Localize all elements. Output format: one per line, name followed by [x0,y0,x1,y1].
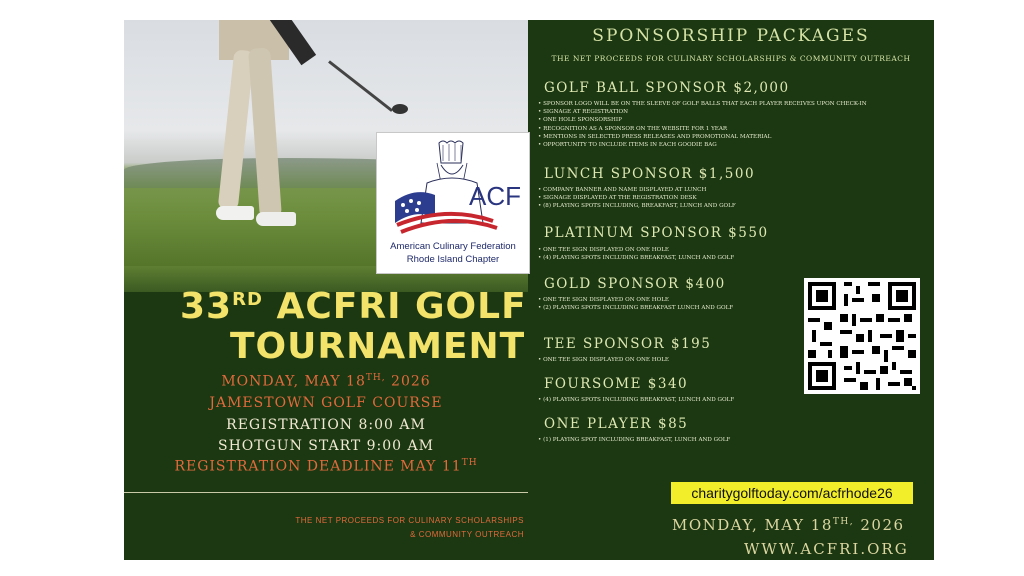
package-one-player: ONE PLAYER $85 [544,416,689,432]
divider [124,492,528,493]
acf-logo [376,132,530,274]
event-title-line2: TOURNAMENT [230,326,526,367]
package-lunch-sponsor: LUNCH SPONSOR $1,500 [544,166,756,182]
net-proceeds-line2: & COMMUNITY OUTREACH [410,530,524,539]
package-foursome-items [538,396,734,404]
logo-org-name: American Culinary Federation [390,241,516,252]
sponsorship-title: SPONSORSHIP PACKAGES [592,26,870,46]
list-item: • MENTIONS IN SELECTED PRESS RELEASES AND PROMOTIONAL MATERIAL [538,133,867,141]
list-item: • (2) PLAYING SPOTS INCLUDING BREAKFAST LUNCH AND GOLF [538,304,733,312]
website-link[interactable]: WWW.ACFRI.ORG [744,540,909,558]
list-item: • SPONSOR LOGO WILL BE ON THE SLEEVE OF GOLF BALLS THAT EACH PLAYER RECEIVES UPON CHECK-IN [538,100,867,108]
package-tee-sponsor: TEE SPONSOR $195 [544,336,712,352]
package-golf-ball-sponsor: GOLF BALL SPONSOR $2,000 [544,80,790,96]
registration-deadline: REGISTRATION DEADLINE MAY 11TH [174,458,478,475]
shotgun-start-time: SHOTGUN START 9:00 AM [218,438,434,454]
chef-flag-emblem [377,139,529,239]
package-foursome: FOURSOME $340 [544,376,689,392]
package-gold-items [538,296,733,312]
package-platinum-items [538,246,734,262]
list-item: • (4) PLAYING SPOTS INCLUDING BREAKFAST, LUNCH AND GOLF [538,396,734,404]
package-one-player-items [538,436,730,444]
registration-url[interactable]: charitygolftoday.com/acfrhode26 [671,482,913,504]
net-proceeds-line1: THE NET PROCEEDS FOR CULINARY SCHOLARSHIPS [295,516,524,525]
list-item: • RECOGNITION AS A SPONSOR ON THE WEBSITE FOR 1 YEAR [538,125,867,133]
registration-time: REGISTRATION 8:00 AM [226,417,426,433]
golf-club [328,60,393,112]
event-venue: JAMESTOWN GOLF COURSE [209,395,443,411]
qr-code-icon [804,278,920,394]
event-date: MONDAY, MAY $18^{TH,}$ 2026 [221,373,431,390]
list-item: • SIGNAGE DISPLAYED AT THE REGISTRATION DESK [538,194,736,202]
list-item: • (8) PLAYING SPOTS INCLUDING, BREAKFAST, LUNCH AND GOLF [538,202,736,210]
list-item: • (1) PLAYING SPOT INCLUDING BREAKFAST, LUNCH AND GOLF [538,436,730,444]
package-gold-sponsor: GOLD SPONSOR $400 [544,276,726,292]
flyer [124,20,934,560]
list-item: • ONE TEE SIGN DISPLAYED ON ONE HOLE [538,246,734,254]
qr-code[interactable] [804,278,920,394]
logo-chapter-name: Rhode Island Chapter [406,254,500,265]
sponsorship-subtitle: THE NET PROCEEDS FOR CULINARY SCHOLARSHIPS & COMMUNITY OUTREACH [551,54,911,63]
list-item: • ONE TEE SIGN DISPLAYED ON ONE HOLE [538,296,733,304]
list-item: • SIGNAGE AT REGISTRATION [538,108,867,116]
list-item: • COMPANY BANNER AND NAME DISPLAYED AT LUNCH [538,186,736,194]
package-tee-items [538,356,669,364]
package-platinum-sponsor: PLATINUM SPONSOR $550 [544,225,769,241]
list-item: • ONE TEE SIGN DISPLAYED ON ONE HOLE [538,356,669,364]
package-golf-ball-items [538,100,867,149]
event-title-line1: 33RD ACFRI GOLF [180,286,527,327]
footer-date: MONDAY, MAY $18^{TH,}$ 2026 [672,516,905,534]
list-item: • OPPORTUNITY TO INCLUDE ITEMS IN EACH GOODIE BAG [538,141,867,149]
list-item: • (4) PLAYING SPOTS INCLUDING BREAKFAST, LUNCH AND GOLF [538,254,734,262]
package-lunch-items [538,186,736,211]
acf-acronym: ACF [469,181,521,211]
list-item: • ONE HOLE SPONSORSHIP [538,116,867,124]
